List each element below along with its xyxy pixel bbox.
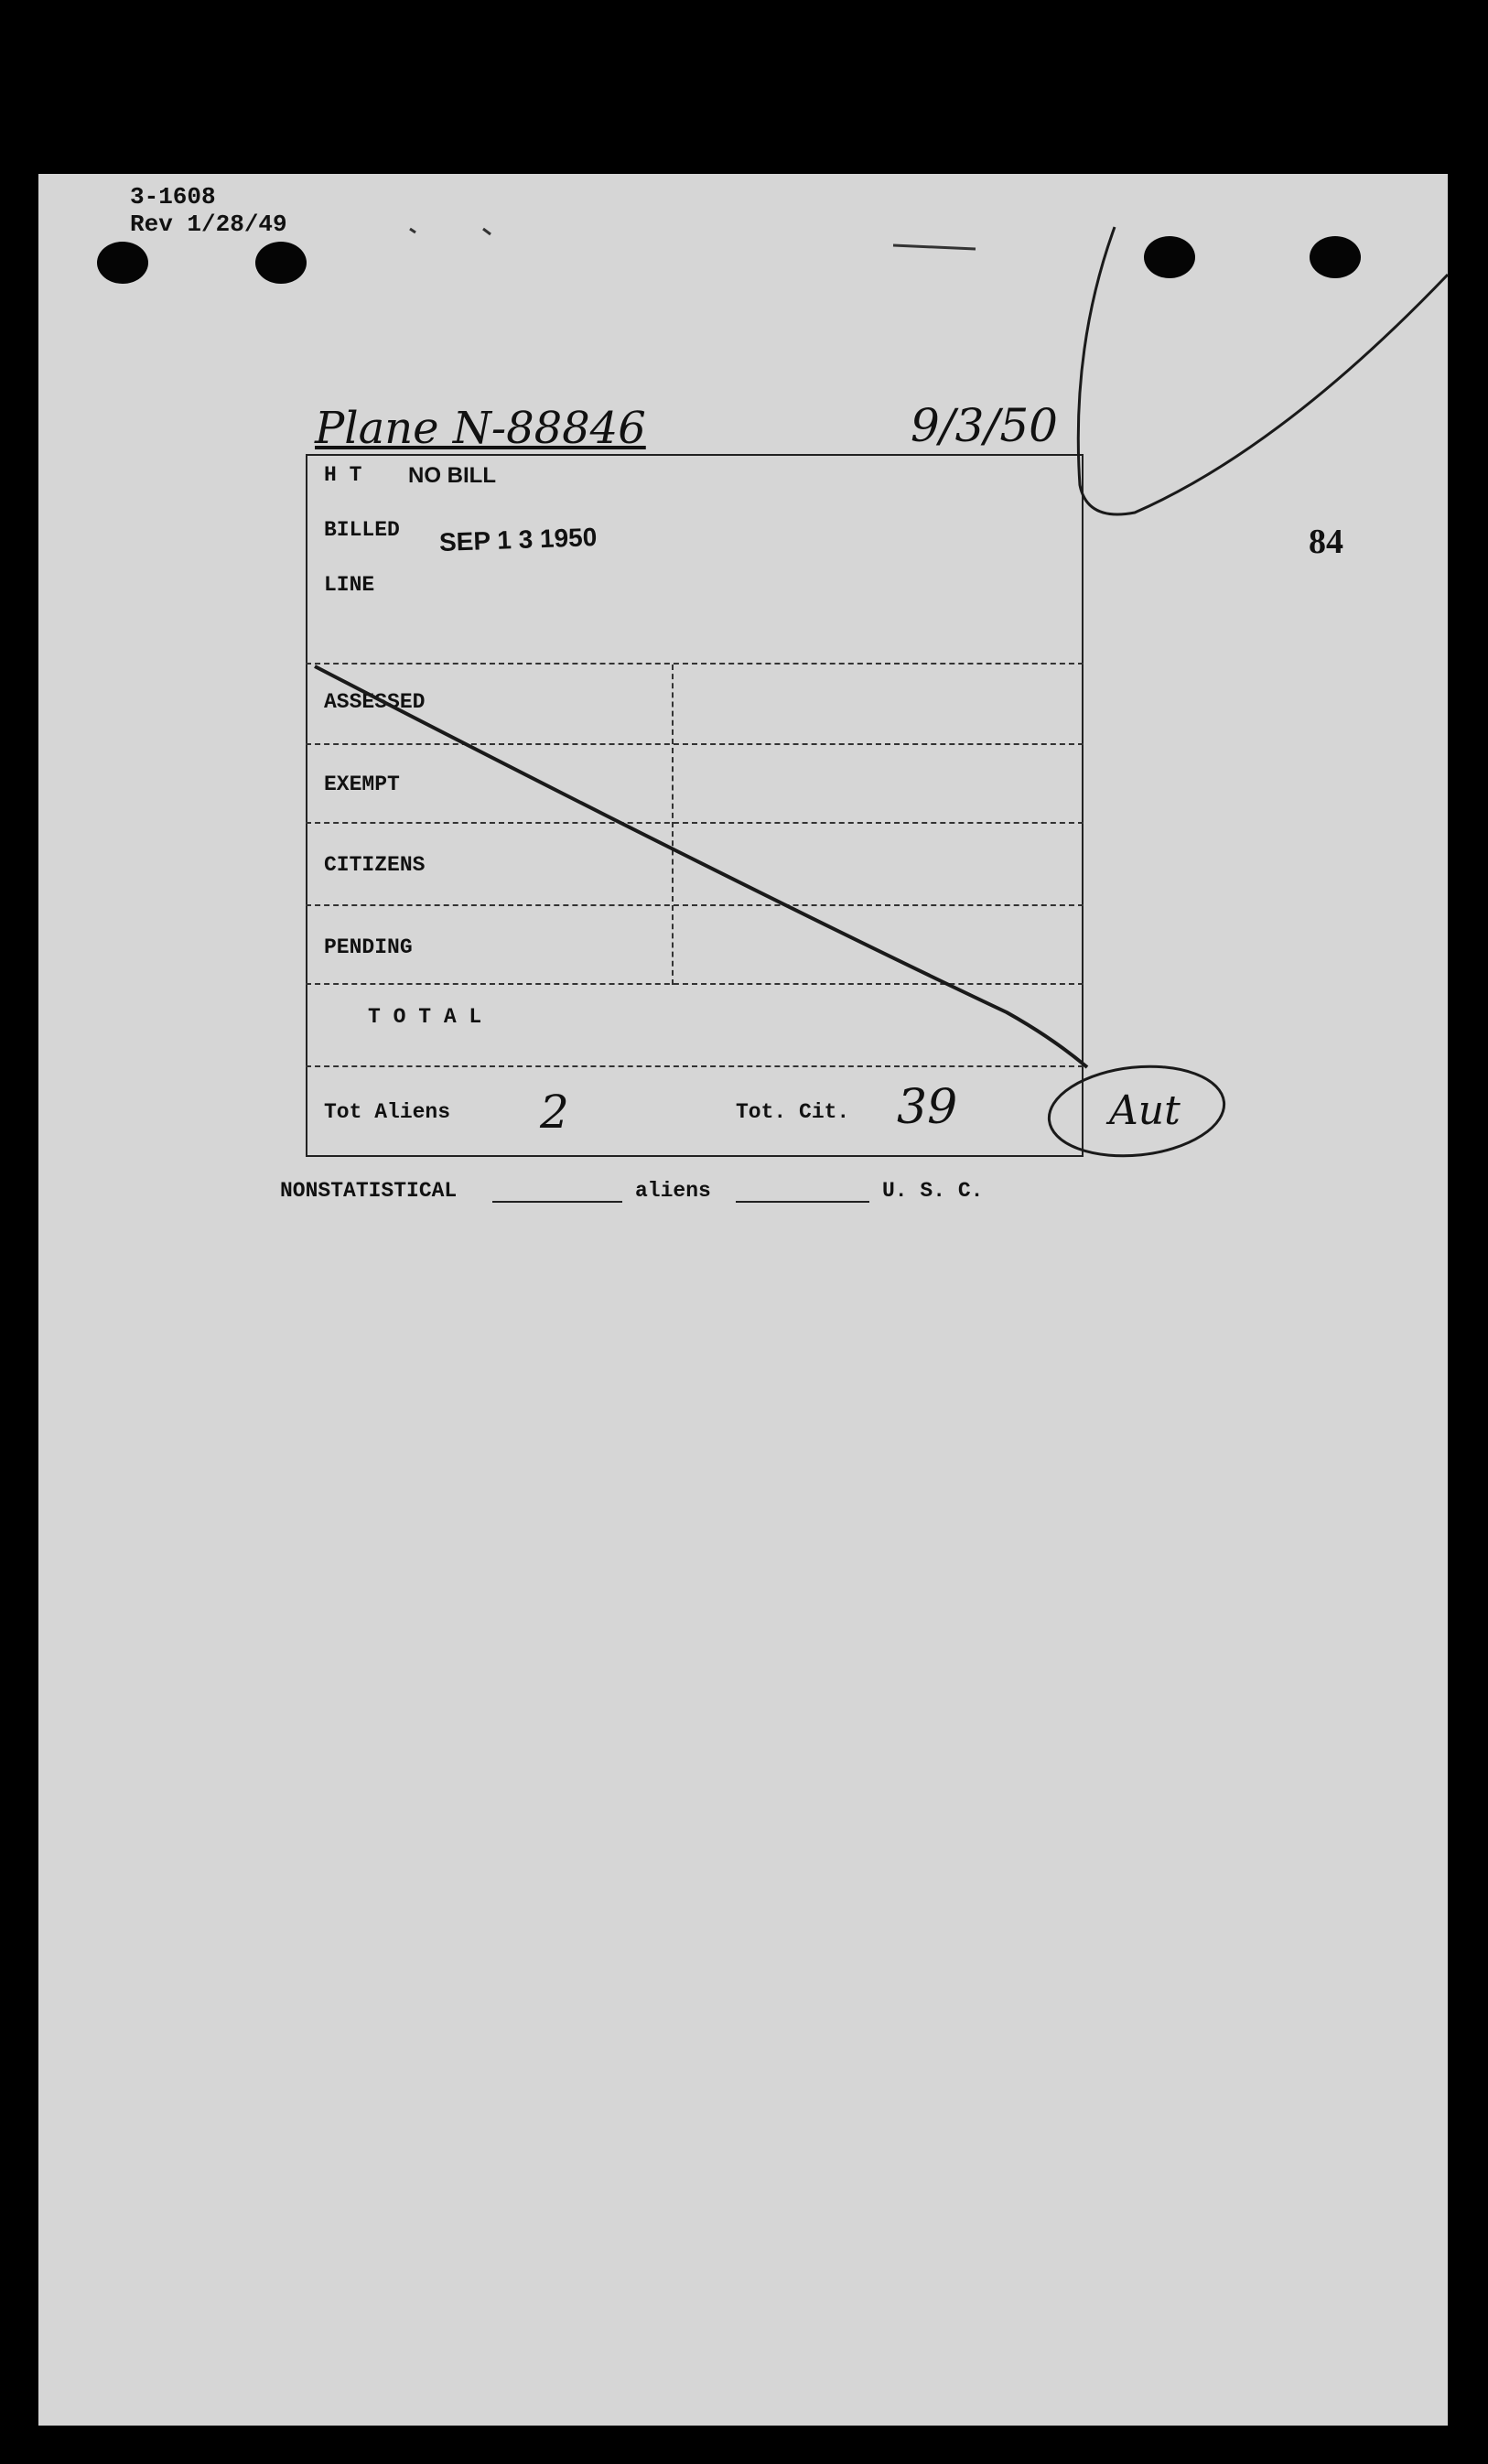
- handwritten-date: 9/3/50: [911, 399, 1058, 452]
- check-mark-stroke: [1078, 227, 1448, 514]
- nonstatistical-label: NONSTATISTICAL: [280, 1179, 458, 1203]
- initials-circle: [1045, 1058, 1229, 1164]
- handwritten-initials: Aut: [1109, 1087, 1181, 1134]
- aliens-label: aliens: [635, 1179, 711, 1203]
- row-label-pending: PENDING: [324, 935, 413, 959]
- tot-aliens-label: Tot Aliens: [324, 1100, 451, 1124]
- form-revision: Rev 1/28/49: [130, 211, 287, 238]
- stray-marks: [410, 229, 976, 249]
- ht-label: H T: [324, 463, 362, 487]
- billed-date-stamp: SEP 1 3 1950: [438, 523, 598, 557]
- handwritten-plane: Plane N-88846: [315, 403, 646, 454]
- cancellation-strike-line: [315, 666, 1087, 1067]
- form-number: 3-1608: [130, 183, 216, 211]
- usc-label: U. S. C.: [882, 1179, 984, 1203]
- tot-cit-value: 39: [897, 1080, 958, 1135]
- row-label-exempt: EXEMPT: [324, 773, 400, 796]
- row-label-assessed: ASSESSED: [324, 690, 426, 714]
- line-label: LINE: [324, 573, 375, 597]
- tot-aliens-value: 2: [540, 1086, 569, 1139]
- billed-label: BILLED: [324, 518, 400, 542]
- ht-stamp: NO BILL: [408, 463, 496, 488]
- tot-cit-label: Tot. Cit.: [736, 1100, 850, 1124]
- total-label: T O T A L: [368, 1005, 482, 1029]
- page-number: 84: [1309, 523, 1343, 561]
- row-label-citizens: CITIZENS: [324, 853, 426, 877]
